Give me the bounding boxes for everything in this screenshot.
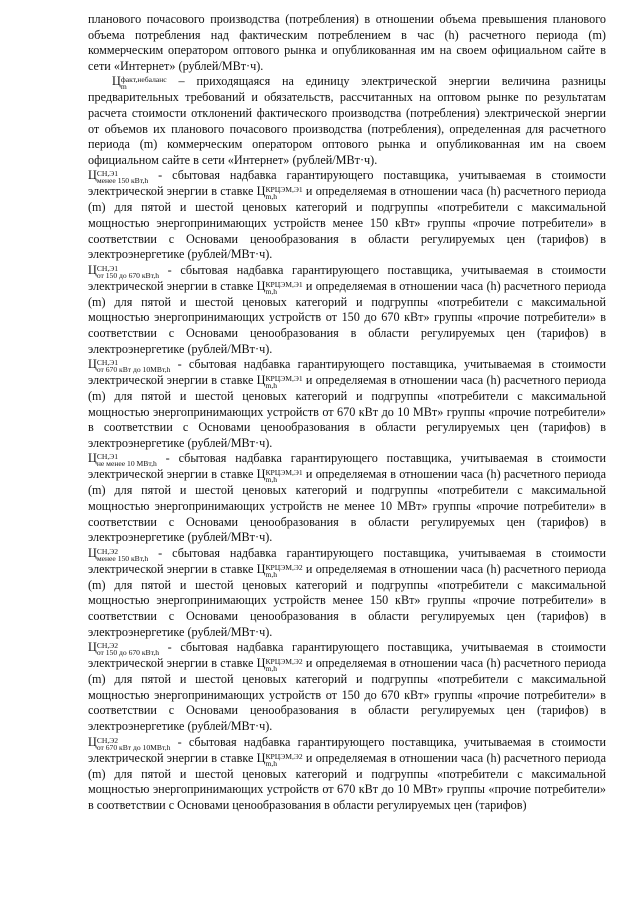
surcharge-symbol [88, 357, 171, 375]
rate-symbol [256, 373, 303, 391]
paragraph-text: сбытовая надбавка гарантирующего поставщика, учитываемая в стоимости электрической энергии в ставке [88, 451, 606, 482]
symbol-letter: Ц [88, 640, 97, 655]
dash-text: - [170, 357, 189, 372]
symbol-subscript: от 150 до 670 кВт,h [96, 270, 160, 280]
symbol-indices [97, 642, 159, 656]
symbol-subscript: m,h [265, 475, 278, 485]
symbol-superscript: СН,Э2 [96, 546, 119, 556]
symbol-subscript: m,h [265, 664, 278, 674]
paragraph-text: » группы «прочие потребители» в соответствии с Основами ценообразования в области регулируемых цен (тарифов) в электроэнергетике (рублей/МВт·ч). [88, 404, 606, 450]
surcharge-paragraph [88, 168, 606, 262]
paragraph-text: » группы «прочие потребители» в соответствии с Основами ценообразования в области регулируемых цен (тарифов) в электроэнергетике (рублей/МВт·ч). [88, 310, 606, 356]
symbol-superscript: СН,Э1 [96, 452, 119, 462]
symbol-subscript: m,h [265, 758, 278, 768]
surcharge-symbol [88, 262, 160, 280]
surcharge-symbol [88, 545, 149, 563]
paragraph-text: » группы «прочие потребители» в соответствии с Основами ценообразования в области регулируемых цен (тарифов) [88, 782, 606, 812]
paragraph-text: и определяемая в отношении часа (h) расчетного периода (m) для пятой и шестой ценовых категорий и подгруппы «потребители с максимальной мощностью энергопринимающих устройств [88, 656, 606, 702]
capacity-range: от 150 до 670 кВт [325, 310, 424, 325]
symbol-indices [265, 564, 302, 578]
symbol-letter: Ц [88, 168, 97, 183]
dash-text: - [159, 640, 181, 655]
intro-paragraph: планового почасового производства (потребления) в отношении объема превышения планового объема потребления над фактическим потреблением в час (h) расчетного периода (m) коммерческим оператором оптового рынка и опубликованная им на своем официальном сайте в сети «Интернет» (рублей/МВт·ч). [88, 12, 606, 73]
symbol-letter: Ц [88, 451, 97, 466]
symbol-letter: Ц [256, 467, 266, 482]
symbol-indices [97, 359, 171, 373]
formula-symbol: Ц факт,небаланс m [112, 74, 167, 92]
paragraph-text: » группы «прочие потребители» в соответствии с Основами ценообразования в области регулируемых цен (тарифов) в электроэнергетике (рублей/МВт·ч). [88, 593, 607, 639]
paragraph-text: сбытовая надбавка гарантирующего поставщика, учитываемая в стоимости электрической энергии в ставке [88, 262, 607, 293]
paragraph-text: сбытовая надбавка гарантирующего поставщика, учитываемая в стоимости электрической энергии в ставке [88, 168, 607, 199]
symbol-letter: Ц [88, 545, 97, 560]
symbol-letter: Ц [256, 561, 266, 576]
paragraph-text: » группы «прочие потребители» в соответствии с Основами ценообразования в области регулируемых цен (тарифов) в электроэнергетике (рублей/МВт·ч). [88, 687, 606, 733]
capacity-range: от 670 кВт до 10 МВт [322, 404, 438, 419]
symbol-subscript: менее 150 кВт,h [96, 176, 149, 186]
rate-symbol [256, 184, 303, 202]
dash-text: - [159, 262, 181, 277]
paragraph-text: и определяемая в отношении часа (h) расчетного периода (m) для пятой и шестой ценовых категорий и подгруппы «потребители с максимальной мощностью энергопринимающих устройств [88, 467, 606, 514]
rate-symbol [256, 750, 303, 768]
surcharge-paragraph [88, 735, 606, 814]
paragraph-text: и определяемая в отношении часа (h) расчетного периода (m) для пятой и шестой ценовых категорий и подгруппы «потребители с максимальной мощностью энергопринимающих устройств [88, 278, 606, 325]
symbol-indices [265, 281, 302, 295]
capacity-range: менее 150 кВт [332, 593, 415, 608]
surcharge-symbol [88, 734, 171, 752]
symbol-subscript: менее 150 кВт,h [96, 553, 149, 563]
paragraph-text: » группы «прочие потребители» в соответствии с Основами ценообразования в области регулируемых цен (тарифов) в электроэнергетике (рублей/МВт·ч). [88, 499, 607, 545]
surcharge-paragraph [88, 546, 606, 640]
surcharge-paragraph [88, 357, 606, 451]
symbol-indices [265, 375, 302, 389]
paragraph-text: и определяемая в отношении часа (h) расчетного периода (m) для пятой и шестой ценовых категорий и подгруппы «потребители с максимальной мощностью энергопринимающих устройств [88, 750, 606, 797]
symbol-subscript: m,h [265, 192, 278, 202]
dash-text: - [156, 451, 179, 466]
symbol-superscript: КРЦЭМ,Э2 [265, 657, 303, 667]
capacity-range: от 670 кВт до 10 МВт [322, 782, 438, 797]
symbol-subscript: от 670 кВт до 10МВт,h [96, 742, 171, 752]
symbol-indices [265, 658, 302, 672]
symbol-subscript: не менее 10 МВт,h [96, 459, 157, 469]
surcharge-paragraph [88, 263, 606, 357]
symbol-indices [97, 737, 171, 751]
surcharge-symbol [88, 168, 149, 186]
symbol-letter: Ц [256, 750, 266, 765]
paragraph-text: и определяемая в отношении часа (h) расчетного периода (m) для пятой и шестой ценовых категорий и подгруппы «потребители с максимальной мощностью энергопринимающих устройств [88, 373, 606, 419]
surcharge-symbol [88, 451, 157, 469]
definition-text: – приходящаяся на единицу электрической энергии величина разницы предварительных требований и обязательств, рассчитанных на оптовом рынке по результатам расчета стоимости отклонений фактического производства (потребления) электрической энергии от объемов их планового почасового производства (потребления), определенная для расчетного периода (m) коммерческим оператором оптового рынка и опубликованная им на своем официальном сайте в сети «Интернет» (рублей/МВт·ч). [88, 74, 606, 167]
paragraph-text: и определяемая в отношении часа (h) расчетного периода (m) для пятой и шестой ценовых категорий и подгруппы «потребители с максимальной мощностью энергопринимающих устройств [88, 561, 606, 608]
dash-text: - [148, 168, 173, 183]
paragraph-text: сбытовая надбавка гарантирующего поставщика, учитываемая в стоимости электрической энергии в ставке [88, 357, 606, 388]
capacity-range: от 150 до 670 кВт [325, 687, 424, 702]
symbol-subscript: m,h [265, 381, 278, 391]
capacity-range: менее 150 кВт [332, 215, 415, 230]
symbol-superscript: КРЦЭМ,Э2 [265, 751, 303, 761]
surcharge-symbol [88, 640, 160, 658]
symbol-subscript: от 150 до 670 кВт,h [96, 648, 160, 658]
paragraph-text: » группы «прочие потребители» в соответствии с Основами ценообразования в области регулируемых цен (тарифов) в электроэнергетике (рублей/МВт·ч). [88, 215, 607, 262]
dash-text: - [148, 545, 173, 560]
symbol-letter: Ц [256, 278, 266, 293]
symbol-letter: Ц [88, 357, 97, 372]
rate-symbol [256, 467, 303, 485]
rate-symbol [256, 561, 303, 579]
paragraph-text: сбытовая надбавка гарантирующего поставщика, учитываемая в стоимости электрической энергии в ставке [88, 640, 607, 671]
symbol-subscript: от 670 кВт до 10МВт,h [96, 365, 171, 375]
dash-text: - [170, 734, 189, 749]
symbol-superscript: КРЦЭМ,Э1 [265, 279, 303, 289]
symbol-superscript: СН,Э1 [96, 358, 119, 368]
symbol-indices [97, 170, 148, 184]
symbol-superscript: КРЦЭМ,Э1 [265, 185, 303, 195]
capacity-range: не менее 10 МВт [327, 499, 422, 514]
definition-paragraph [88, 74, 606, 168]
symbol-indices [97, 453, 157, 467]
symbol-letter: Ц [88, 262, 97, 277]
symbol-superscript: СН,Э2 [96, 735, 119, 745]
symbol-letter: Ц [256, 656, 266, 671]
surcharge-paragraph [88, 640, 606, 734]
symbol-superscript: КРЦЭМ,Э1 [265, 468, 303, 478]
symbol-indices [97, 265, 159, 279]
symbol-superscript: СН,Э1 [96, 169, 119, 179]
symbol-superscript: СН,Э1 [96, 263, 119, 273]
symbol-indices [265, 753, 302, 767]
surcharge-paragraph [88, 451, 606, 545]
symbol-letter: Ц [256, 184, 266, 199]
symbol-indices [265, 186, 302, 200]
symbol-indices [97, 548, 148, 562]
symbol-superscript: СН,Э2 [96, 641, 119, 651]
surcharge-definitions [88, 168, 606, 813]
symbol-letter: Ц [88, 734, 97, 749]
paragraph-text: и определяемая в отношении часа (h) расчетного периода (m) для пятой и шестой ценовых категорий и подгруппы «потребители с максимальной мощностью энергопринимающих устройств [88, 184, 606, 230]
rate-symbol [256, 278, 303, 296]
symbol-subscript: m,h [265, 569, 278, 579]
symbol-indices [265, 469, 302, 483]
symbol-superscript: КРЦЭМ,Э2 [265, 562, 303, 572]
symbol-superscript: КРЦЭМ,Э1 [265, 374, 303, 384]
symbol-letter: Ц [256, 373, 266, 388]
rate-symbol [256, 656, 303, 674]
paragraph-text: сбытовая надбавка гарантирующего поставщика, учитываемая в стоимости электрической энергии в ставке [88, 734, 606, 765]
symbol-subscript: m,h [265, 286, 278, 296]
paragraph-text: сбытовая надбавка гарантирующего поставщика, учитываемая в стоимости электрической энергии в ставке [88, 545, 607, 576]
